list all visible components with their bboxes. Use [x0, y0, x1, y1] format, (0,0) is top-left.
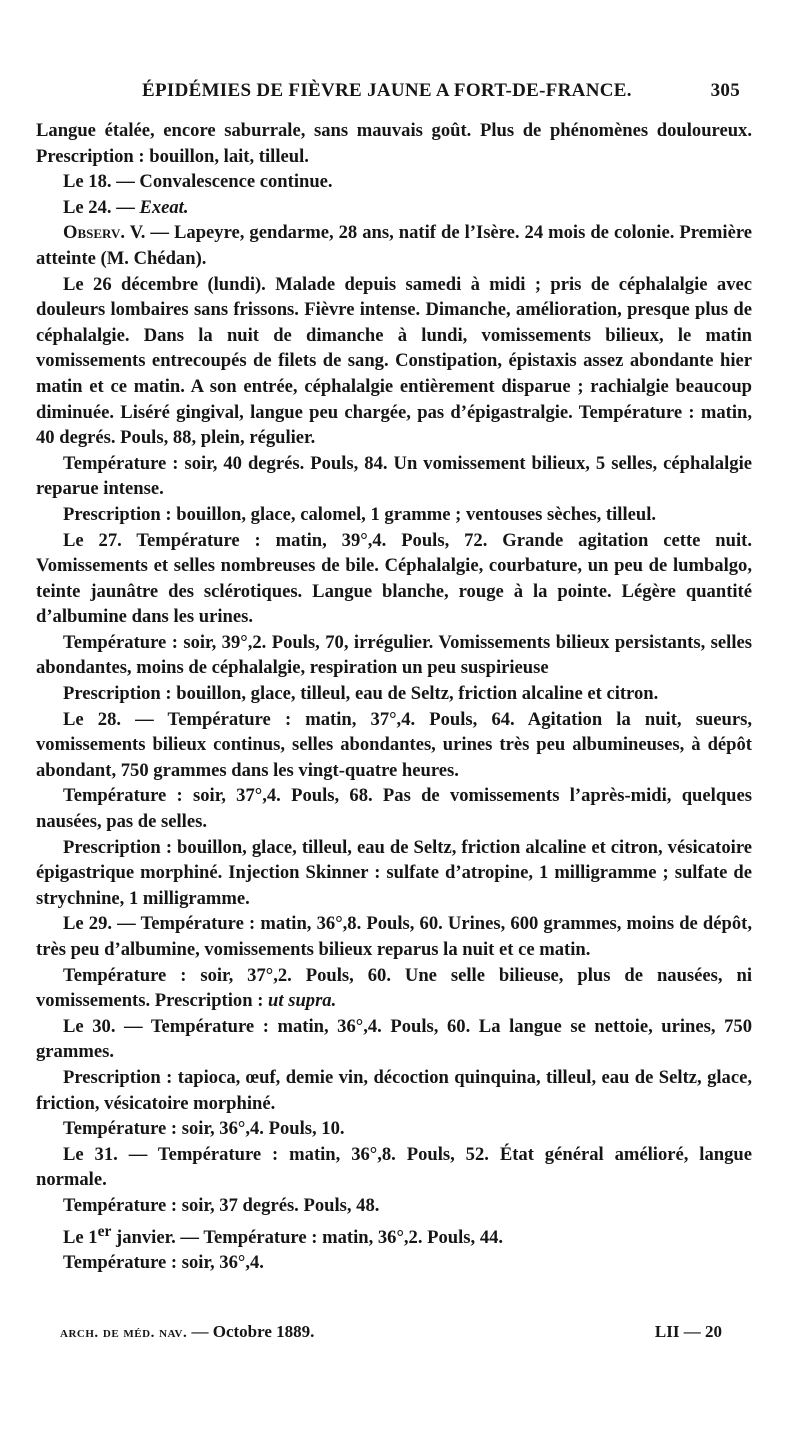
running-title: ÉPIDÉMIES DE FIÈVRE JAUNE A FORT-DE-FRANCE.: [142, 80, 632, 101]
paragraph: Température : soir, 36°,4.: [63, 1252, 264, 1274]
paragraph: Température : soir, 36°,4. Pouls, 10.: [63, 1118, 345, 1140]
observation-label: Observ.: [63, 222, 126, 244]
running-header: [0, 80, 800, 110]
paragraph: Le 18. — Convalescence continue.: [63, 171, 333, 193]
paragraph: Prescription : bouillon, glace, tilleul, eau de Seltz, friction alcaline et citron.: [63, 683, 659, 705]
paragraph: Le 29. — Température : matin, 36°,8. Pouls, 60. Urines, 600 grammes, moins de dépôt, très peu d’albumine, vomissements bilieux reparus la nuit et ce matin.: [36, 913, 752, 960]
paragraph: Le 28. — Température : matin, 37°,4. Pouls, 64. Agitation la nuit, sueurs, vomissements bilieux continus, selles abondantes, urines très peu albumineuses, à dépôt abondant, 750 grammes dans les vingt-quatre heures.: [36, 708, 752, 781]
paragraph: Langue étalée, encore saburrale, sans mauvais goût. Plus de phénomènes douloureux. Prescription : bouillon, lait, tilleul.: [36, 120, 752, 167]
paragraph: Le 1er janvier. — Température : matin, 36°,2. Pouls, 44.: [63, 1222, 504, 1248]
emphasis: ut supra.: [268, 990, 337, 1012]
paragraph: Température : soir, 37°,4. Pouls, 68. Pas de vomissements l’après-midi, quelques nausées, pas de selles.: [36, 785, 752, 833]
journal-reference: [60, 1322, 314, 1342]
journal-abbreviation: arch. de méd. nav.: [60, 1325, 188, 1341]
paragraph: Température : soir, 37 degrés. Pouls, 48.: [63, 1194, 380, 1216]
emphasis: Exeat.: [139, 196, 189, 218]
paragraph: Prescription : bouillon, glace, tilleul, eau de Seltz, friction alcaline et citron, vésicatoire épigastrique morphiné. Injection Skinner : sulfate d’atropine, 1 milligramme ; sulfate de strychnine, 1 milligramme.: [36, 836, 752, 909]
observation-heading-paragraph: Observ. V. — Lapeyre, gendarme, 28 ans, natif de l’Isère. 24 mois de colonie. Première atteinte (M. Chédan).: [36, 222, 752, 269]
ordinal-superscript: er: [97, 1222, 112, 1240]
journal-date: — Octobre 1889.: [187, 1322, 315, 1341]
body-text: [36, 118, 752, 1276]
page-number: 305: [710, 80, 740, 101]
paragraph: Température : soir, 40 degrés. Pouls, 84. Un vomissement bilieux, 5 selles, céphalalgie reparue intense.: [36, 452, 752, 500]
paragraph: Prescription : tapioca, œuf, demie vin, décoction quinquina, tilleul, eau de Seltz, glace, friction, vésicatoire morphiné.: [36, 1066, 752, 1114]
paragraph: Le 31. — Température : matin, 36°,8. Pouls, 52. État général amélioré, langue normale.: [36, 1143, 752, 1191]
paragraph: Température : soir, 39°,2. Pouls, 70, irrégulier. Vomissements bilieux persistants, selles abondantes, moins de céphalalgie, respiration un peu suspirieuse: [36, 631, 752, 679]
paragraph: Température : soir, 37°,2. Pouls, 60. Une selle bilieuse, plus de nausées, ni vomissements. Prescription : ut supra.: [36, 964, 752, 1012]
paragraph: Le 26 décembre (lundi). Malade depuis samedi à midi ; pris de céphalalgie avec douleurs lombaires sans frissons. Fièvre intense. Dimanche, amélioration, presque plus de céphalalgie. Dans la nuit de dimanche à lundi, vomissements bilieux, le matin vomissements entrecoupés de filets de sang. Constipation, épistaxis assez abondante hier matin et ce matin. A son entrée, céphalalgie entièrement disparue ; rachialgie beaucoup diminuée. Liséré gingival, langue peu chargée, pas d’épigastralgie. Température : matin, 40 degrés. Pouls, 88, plein, régulier.: [36, 273, 752, 449]
paragraph: Le 24. — Exeat.: [63, 196, 189, 218]
printer-signature: LII — 20: [654, 1322, 722, 1341]
page-footer: [60, 1322, 752, 1348]
paragraph: Le 27. Température : matin, 39°,4. Pouls, 72. Grande agitation cette nuit. Vomissements et selles nombreuses de bile. Céphalalgie, courbature, un peu de lumbalgo, teinte jaunâtre des sclérotiques. Langue blanche, rouge à la pointe. Légère quantité d’albumine dans les urines.: [36, 529, 752, 628]
paragraph: Le 30. — Température : matin, 36°,4. Pouls, 60. La langue se nettoie, urines, 750 grammes.: [36, 1015, 752, 1063]
paragraph: Prescription : bouillon, glace, calomel, 1 gramme ; ventouses sèches, tilleul.: [63, 503, 657, 525]
